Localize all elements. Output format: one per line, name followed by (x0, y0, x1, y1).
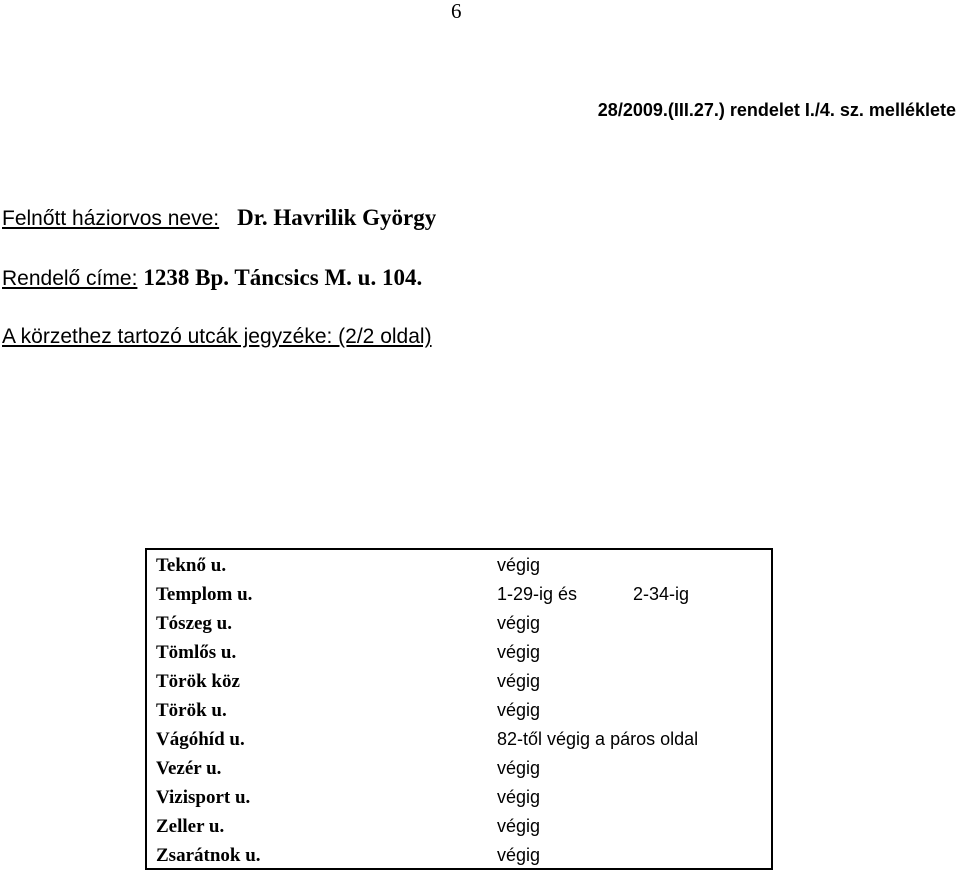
street-range: végig (497, 845, 541, 865)
street-range: végig (497, 642, 541, 662)
street-name: Vezér u. (156, 758, 222, 779)
address-value: 1238 Bp. Táncsics M. u. 104. (143, 265, 423, 290)
street-name: Templom u. (156, 584, 253, 605)
street-row (147, 667, 771, 696)
street-range-second: 2-34-ig (633, 584, 690, 604)
street-range: végig (497, 700, 541, 720)
street-row (147, 841, 771, 870)
street-range: végig (497, 613, 541, 633)
street-range: végig (497, 555, 541, 575)
street-name: Vágóhíd u. (156, 729, 245, 750)
street-range: végig (497, 671, 541, 691)
doctor-line (2, 205, 436, 231)
street-name: Teknő u. (156, 555, 227, 576)
regulation-reference: 28/2009.(III.27.) rendelet I./4. sz. melléklete (597, 100, 956, 120)
street-name: Zsarátnok u. (156, 845, 261, 866)
page-number: 6 (451, 0, 462, 23)
street-range-first: 1-29-ig és (497, 584, 578, 604)
street-range: végig (497, 816, 541, 836)
address-line (2, 265, 422, 291)
street-name: Tömlős u. (156, 642, 237, 663)
address-label: Rendelő címe: (2, 267, 138, 290)
doctor-name: Dr. Havrilik György (237, 205, 437, 230)
street-range (497, 580, 690, 609)
street-row (147, 783, 771, 812)
street-row (147, 609, 771, 638)
street-name: Zeller u. (156, 816, 225, 837)
streets-table (145, 548, 773, 870)
list-title: A körzethez tartozó utcák jegyzéke: (2/2 oldal) (2, 325, 432, 348)
street-range: 82-től végig a páros oldal (497, 729, 699, 749)
street-range: végig (497, 758, 541, 778)
street-name: Tószeg u. (156, 613, 232, 634)
street-row (147, 754, 771, 783)
street-row (147, 551, 771, 580)
street-name: Török u. (156, 700, 227, 721)
street-range: végig (497, 787, 541, 807)
doctor-label: Felnőtt háziorvos neve: (2, 207, 220, 230)
street-row (147, 725, 771, 754)
street-row (147, 638, 771, 667)
street-name: Török köz (156, 671, 240, 692)
street-row (147, 580, 771, 609)
street-row (147, 812, 771, 841)
street-name: Vizisport u. (156, 787, 251, 808)
street-row (147, 696, 771, 725)
